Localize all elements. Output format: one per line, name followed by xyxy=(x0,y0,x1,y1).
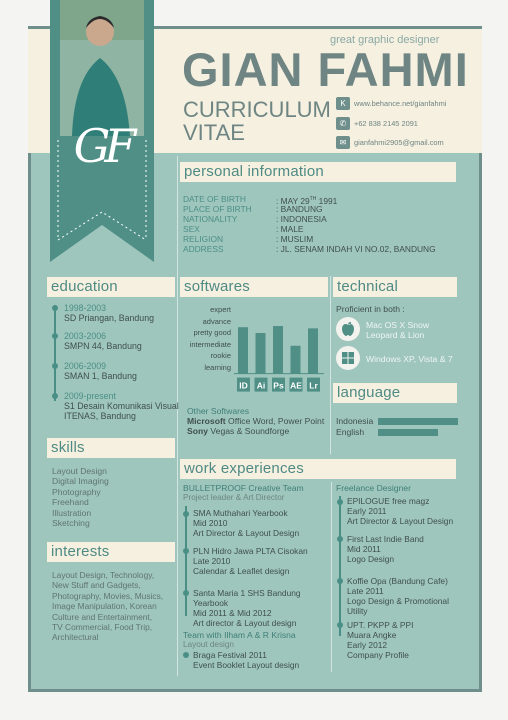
work-team2-role: Layout design xyxy=(183,640,234,649)
skill-item: Illustration xyxy=(52,507,92,518)
nationality-label: NATIONALITY xyxy=(183,214,238,224)
software-bar-ai xyxy=(256,333,266,374)
timeline-dot xyxy=(52,363,58,369)
skill-item: Photography xyxy=(52,486,101,497)
sex-label: SEX xyxy=(183,224,200,234)
mail-icon: ✉ xyxy=(336,136,350,149)
work-heading: work experiences xyxy=(180,459,456,479)
software-bar-ps xyxy=(273,326,283,374)
technical-heading: technical xyxy=(333,277,457,297)
work-team2: Team with Ilham A & R Krisna xyxy=(183,630,296,640)
edu-school-3: SMAN 1, Bandung xyxy=(64,371,137,381)
work-right-timeline xyxy=(339,496,341,636)
level-pretty-good: pretty good xyxy=(193,328,231,338)
name-title: GIAN FAHMI xyxy=(182,43,469,96)
work-left-timeline xyxy=(185,506,187,616)
address-label: ADDRESS xyxy=(183,244,224,254)
softwares-heading: softwares xyxy=(180,277,328,297)
level-rookie: rookie xyxy=(210,351,231,361)
language-indonesia: Indonesia xyxy=(336,416,374,426)
skills-heading: skills xyxy=(47,438,175,458)
software-bar-id xyxy=(238,327,248,373)
contact-phone[interactable]: ✆ +62 838 2145 2091 xyxy=(336,117,486,131)
windows-text: Windows XP, Vista & 7 xyxy=(366,354,453,364)
education-heading: education xyxy=(47,277,175,297)
software-label-lr: Lr xyxy=(309,380,318,391)
pob-value: : BANDUNG xyxy=(276,204,323,214)
timeline-dot xyxy=(337,578,343,584)
freelance-title: Freelance Designer xyxy=(336,483,411,493)
timeline-dot xyxy=(337,499,343,505)
pob-label: PLACE OF BIRTH xyxy=(183,204,252,214)
timeline-dot xyxy=(337,536,343,542)
timeline-dot xyxy=(183,652,189,658)
timeline-dot xyxy=(52,393,58,399)
nationality-value: : INDONESIA xyxy=(276,214,327,224)
software-label-ai: Ai xyxy=(256,380,266,391)
contact-behance[interactable]: K www.behance.net/gianfahmi xyxy=(336,97,486,111)
religion-label: RELIGION xyxy=(183,234,224,244)
interests-text: Layout Design, Technology, New Stuff and Gadgets, Photography, Movies, Musics, Image Manipulation, Korean Culture and Entertainment, TV Commercial, Food Trip, Architectural xyxy=(52,570,164,643)
work-team2-item: Braga Festival 2011 Event Booklet Layout design xyxy=(193,650,300,670)
timeline-dot xyxy=(183,548,189,554)
software-levels xyxy=(183,304,231,374)
other-softwares-title: Other Softwares xyxy=(187,406,250,416)
religion-value: : MUSLIM xyxy=(276,234,314,244)
software-label-id: ID xyxy=(239,380,248,391)
edu-years-1: 1998-2003 xyxy=(64,303,107,313)
language-bar-indonesia xyxy=(378,418,458,425)
timeline-dot xyxy=(337,622,343,628)
windows-icon xyxy=(336,346,360,370)
skill-item: Digital Imaging xyxy=(52,476,109,487)
edu-school-1: SD Priangan, Bandung xyxy=(64,313,154,323)
work-left-company: BULLETPROOF Creative Team xyxy=(183,483,304,493)
skills-list xyxy=(52,466,109,528)
level-expert: expert xyxy=(210,305,231,314)
apple-icon xyxy=(336,317,360,341)
language-heading: language xyxy=(333,383,457,403)
level-advance: advance xyxy=(202,316,231,326)
timeline-dot xyxy=(52,333,58,339)
software-label-ae: AE xyxy=(290,380,302,391)
technical-intro: Proficient in both : xyxy=(336,304,405,314)
behance-icon: K xyxy=(336,97,350,110)
personal-info-heading: personal information xyxy=(180,162,456,182)
software-bar-ae xyxy=(291,346,301,374)
phone-icon: ✆ xyxy=(336,117,350,130)
cv-title-1: CURRICULUM xyxy=(183,97,331,122)
skill-item: Sketching xyxy=(52,518,90,529)
software-skill-chart xyxy=(234,302,324,396)
edu-school-4: S1 Desain Komunikasi Visual ITENAS, Bandung xyxy=(64,401,179,421)
work-left-role: Project leader & Art Director xyxy=(183,493,285,502)
edu-years-3: 2006-2009 xyxy=(64,361,107,371)
education-timeline xyxy=(54,305,56,401)
other-software-2: Sony Vegas & Soundforge xyxy=(187,426,290,436)
skill-item: Layout Design xyxy=(52,466,107,476)
cv-title-2: VITAE xyxy=(183,120,245,145)
contact-email[interactable]: ✉ gianfahmi2905@gmail.com xyxy=(336,136,486,150)
language-english: English xyxy=(336,427,365,437)
sex-value: : MALE xyxy=(276,224,304,234)
interests-heading: interests xyxy=(47,542,175,562)
skill-item: Freehand xyxy=(52,497,89,508)
address-value: : JL. SENAM INDAH VI NO.02, BANDUNG xyxy=(276,244,436,254)
timeline-dot xyxy=(183,590,189,596)
mac-os-text: Mac OS X Snow Leopard & Lion xyxy=(366,320,430,340)
language-bar-english xyxy=(378,429,438,436)
level-learning: learning xyxy=(204,362,231,372)
timeline-dot xyxy=(183,511,189,517)
edu-school-2: SMPN 44, Bandung xyxy=(64,341,142,351)
monogram-logo: GF xyxy=(73,119,131,173)
edu-years-2: 2003-2006 xyxy=(64,331,107,341)
software-label-ps: Ps xyxy=(273,380,284,391)
dob-value: : MAY 29TH 1991 xyxy=(276,195,338,206)
other-software-1: Microsoft Office Word, Power Point xyxy=(187,416,325,426)
edu-years-4: 2009-present xyxy=(64,391,116,401)
dob-label: DATE OF BIRTH xyxy=(183,194,246,204)
level-intermediate: intermediate xyxy=(189,339,231,349)
software-bar-lr xyxy=(308,328,318,373)
column-divider-2 xyxy=(330,276,331,454)
work-column-divider xyxy=(331,482,332,672)
tagline: great graphic designer xyxy=(330,34,440,46)
timeline-dot xyxy=(52,305,58,311)
